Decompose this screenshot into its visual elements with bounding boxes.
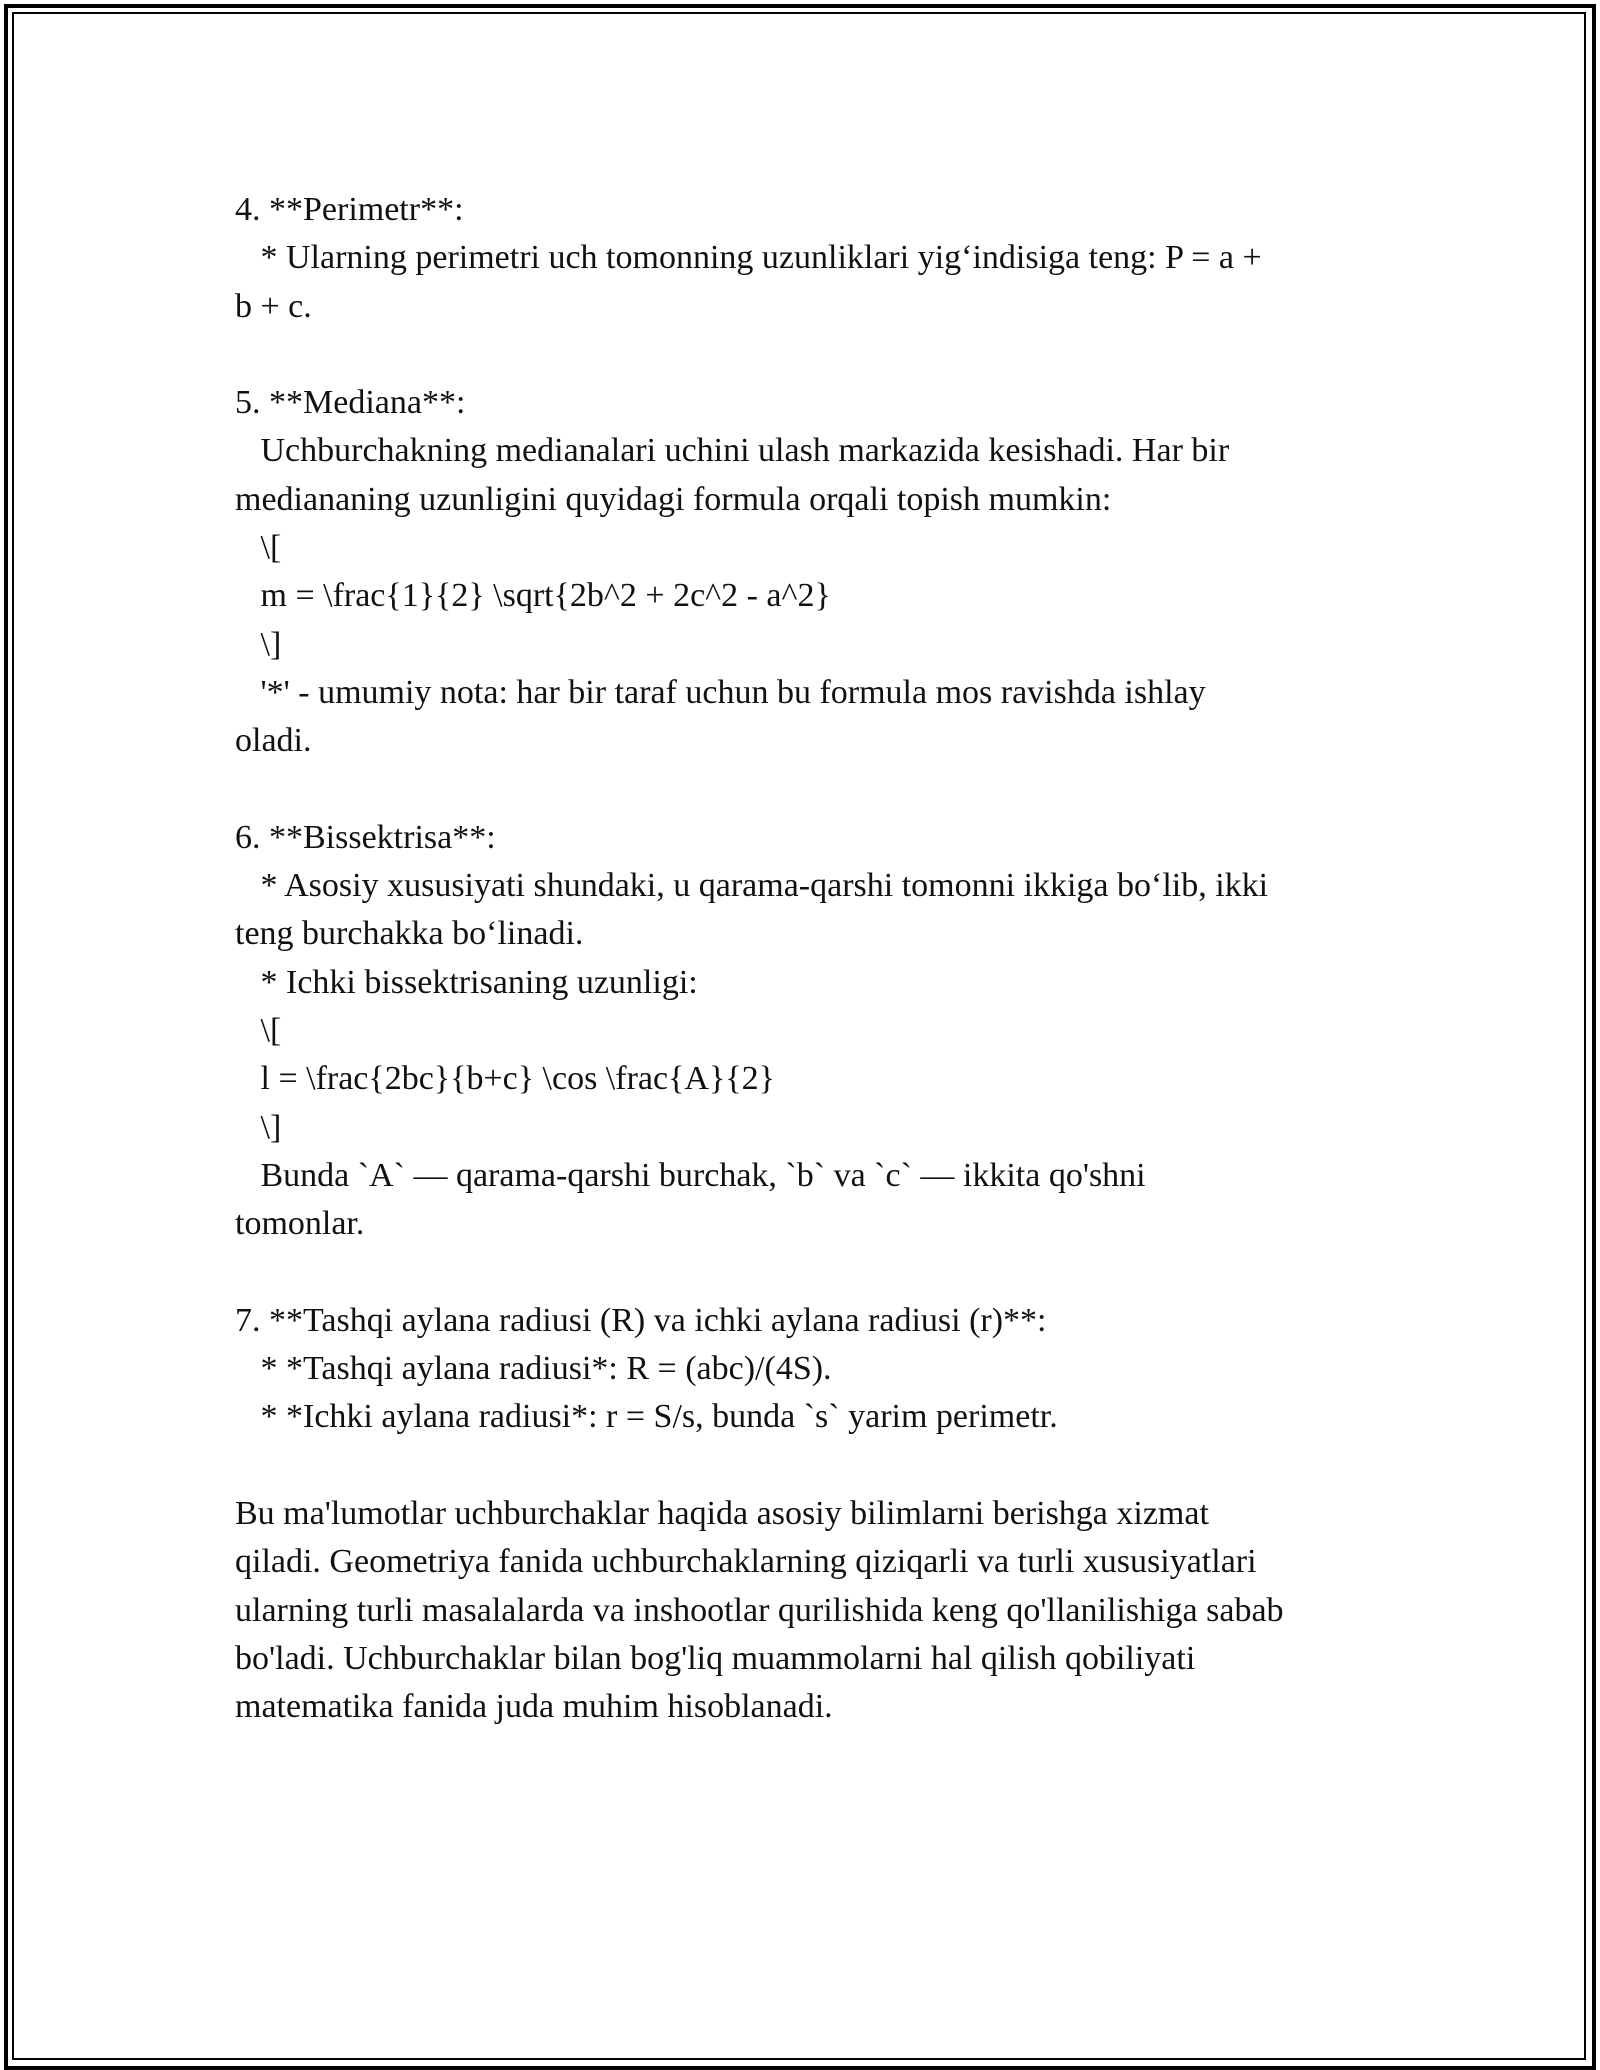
text-line: teng burchakka bo‘linadi. <box>235 915 584 953</box>
section-bissektrisa <box>235 814 1375 1249</box>
formula-line: l = \frac{2bc}{b+c} \cos \frac{A}{2} <box>235 1060 775 1098</box>
formula-line: m = \frac{1}{2} \sqrt{2b^2 + 2c^2 - a^2} <box>235 577 831 615</box>
section-radius <box>235 1297 1375 1442</box>
text-line: * Asosiy xususiyati shundaki, u qarama-qarshi tomonni ikkiga bo‘lib, ikki <box>235 867 1269 905</box>
text-line: * *Tashqi aylana radiusi*: R = (abc)/(4S). <box>235 1350 832 1388</box>
text-line: ularning turli masalalarda va inshootlar qurilishida keng qo'llanilishiga sabab <box>235 1591 1284 1629</box>
text-line: * *Ichki aylana radiusi*: r = S/s, bunda `s` yarim perimetr. <box>235 1398 1058 1436</box>
text-line: * Ularning perimetri uch tomonning uzunliklari yig‘indisiga teng: P = a + <box>235 239 1262 277</box>
text-line: Bu ma'lumotlar uchburchaklar haqida asosiy bilimlarni berishga xizmat <box>235 1495 1209 1533</box>
text-line: Uchburchakning medianalari uchini ulash markazida kesishadi. Har bir <box>235 432 1230 470</box>
section-mediana <box>235 379 1375 765</box>
text-line: bo'ladi. Uchburchaklar bilan bog'liq muammolarni hal qilish qobiliyati <box>235 1639 1196 1677</box>
text-line: '*' - umumiy nota: har bir taraf uchun bu formula mos ravishda ishlay <box>235 673 1206 711</box>
text-line: b + c. <box>235 287 312 325</box>
section-heading: 5. **Mediana**: <box>235 384 466 422</box>
conclusion-paragraph <box>235 1490 1375 1731</box>
text-line: Bunda `A` — qarama-qarshi burchak, `b` va `c` — ikkita qo'shni <box>235 1156 1146 1194</box>
blank-line <box>235 1442 1375 1490</box>
section-heading: 4. **Perimetr**: <box>235 191 464 228</box>
blank-line <box>235 766 1375 814</box>
text-line: tomonlar. <box>235 1205 365 1243</box>
blank-line <box>235 331 1375 379</box>
blank-line <box>235 1249 1375 1297</box>
formula-open: \[ <box>235 1012 282 1050</box>
text-line: * Ichki bissektrisaning uzunligi: <box>235 963 698 1001</box>
formula-close: \] <box>235 625 282 663</box>
text-line: oladi. <box>235 722 312 760</box>
section-heading: 6. **Bissektrisa**: <box>235 818 496 856</box>
text-line: qiladi. Geometriya fanida uchburchaklarning qiziqarli va turli xususiyatlari <box>235 1543 1257 1581</box>
document-body <box>235 186 1375 1732</box>
formula-open: \[ <box>235 529 282 567</box>
section-perimetr <box>235 186 1375 331</box>
text-line: mediananing uzunligini quyidagi formula orqali topish mumkin: <box>235 480 1112 518</box>
section-heading: 7. **Tashqi aylana radiusi (R) va ichki aylana radiusi (r)**: <box>235 1301 1047 1339</box>
formula-close: \] <box>235 1108 282 1146</box>
text-line: matematika fanida juda muhim hisoblanadi. <box>235 1688 833 1726</box>
